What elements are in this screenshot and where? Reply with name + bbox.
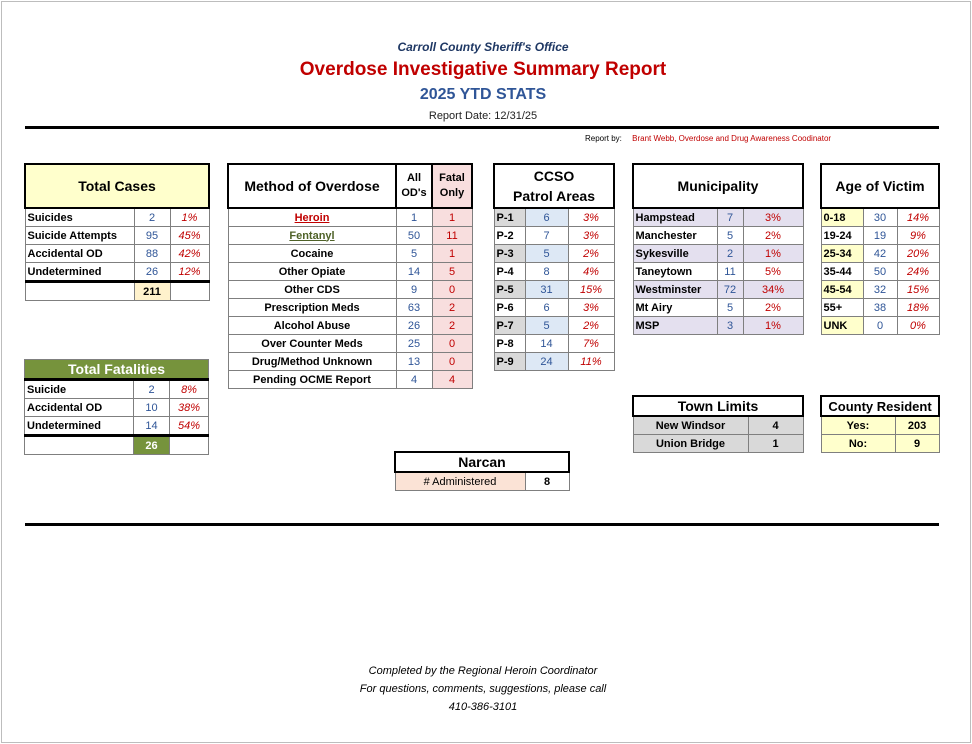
patrol-title-line1: CCSO xyxy=(533,168,575,184)
report-by xyxy=(585,134,831,143)
row-pct: 15% xyxy=(897,281,939,299)
row-label: New Windsor xyxy=(633,416,748,435)
row-pct: 8% xyxy=(170,380,209,399)
narcan-count: 8 xyxy=(525,472,569,491)
table-row xyxy=(633,208,803,227)
table-row xyxy=(25,417,209,436)
row-label: 35-44 xyxy=(821,263,863,281)
row-pct: 15% xyxy=(568,281,614,299)
municipality-table xyxy=(632,163,804,335)
row-label: Suicide Attempts xyxy=(25,227,134,245)
row-label: Yes: xyxy=(821,416,895,435)
row-all: 26 xyxy=(396,317,432,335)
row-pct: 20% xyxy=(897,245,939,263)
heroin-link[interactable]: Heroin xyxy=(294,211,330,224)
row-pct: 2% xyxy=(743,227,803,245)
table-row xyxy=(633,281,803,299)
table-row xyxy=(494,299,614,317)
row-label: Cocaine xyxy=(228,245,396,263)
row-label: Accidental OD xyxy=(25,399,134,417)
row-count: 7 xyxy=(525,227,568,245)
row-pct: 45% xyxy=(170,227,209,245)
row-all: 14 xyxy=(396,263,432,281)
row-pct: 3% xyxy=(568,208,614,227)
row-label: P-4 xyxy=(494,263,525,281)
row-count: 6 xyxy=(525,299,568,317)
table-row xyxy=(821,208,939,227)
total-fatalities-table xyxy=(24,359,209,455)
age-table xyxy=(820,163,940,335)
row-label: Alcohol Abuse xyxy=(228,317,396,335)
report-date: Report Date: 12/31/25 xyxy=(428,110,538,122)
row-count: 24 xyxy=(525,353,568,371)
table-row xyxy=(633,245,803,263)
table-row xyxy=(633,227,803,245)
row-count: 4 xyxy=(748,416,803,435)
table-row xyxy=(494,317,614,335)
row-fatal: 0 xyxy=(432,353,472,371)
row-count: 11 xyxy=(717,263,743,281)
row-pct: 14% xyxy=(897,208,939,227)
row-label: No: xyxy=(821,435,895,453)
table-row xyxy=(633,435,803,453)
row-count: 72 xyxy=(717,281,743,299)
table-row xyxy=(25,380,209,399)
total-row xyxy=(25,282,209,301)
total-cases-sum: 211 xyxy=(134,282,170,301)
row-count: 9 xyxy=(895,435,939,453)
table-row xyxy=(821,299,939,317)
table-row xyxy=(25,245,209,263)
row-all: 63 xyxy=(396,299,432,317)
row-label: P-3 xyxy=(494,245,525,263)
row-count: 2 xyxy=(717,245,743,263)
row-label: 25-34 xyxy=(821,245,863,263)
row-label: Undetermined xyxy=(25,263,134,282)
row-pct: 12% xyxy=(170,263,209,282)
footer-line2: For questions, comments, suggestions, please call xyxy=(359,683,607,695)
report-by-name: Brant Webb, Overdose and Drug Awareness Coodinator xyxy=(632,134,832,143)
table-row xyxy=(25,208,209,227)
table-row xyxy=(25,227,209,245)
row-pct: 11% xyxy=(568,353,614,371)
row-label: Suicide xyxy=(25,380,134,399)
row-count: 2 xyxy=(134,208,170,227)
row-label: Other CDS xyxy=(228,281,396,299)
total-fatalities-title: Total Fatalities xyxy=(25,360,209,380)
narcan-title: Narcan xyxy=(395,452,569,472)
footer-line1: Completed by the Regional Heroin Coordinator xyxy=(368,665,598,677)
row-label: Undetermined xyxy=(25,417,134,436)
table-row xyxy=(228,371,472,389)
row-count: 95 xyxy=(134,227,170,245)
row-pct: 1% xyxy=(743,245,803,263)
row-all: 25 xyxy=(396,335,432,353)
row-fatal: 1 xyxy=(432,208,472,227)
row-label: Mt Airy xyxy=(633,299,717,317)
table-row xyxy=(228,281,472,299)
table-row xyxy=(228,263,472,281)
table-row xyxy=(821,245,939,263)
row-count: 42 xyxy=(863,245,897,263)
row-pct: 2% xyxy=(743,299,803,317)
row-label: Accidental OD xyxy=(25,245,134,263)
row-all: 13 xyxy=(396,353,432,371)
row-pct: 1% xyxy=(743,317,803,335)
row-label: 45-54 xyxy=(821,281,863,299)
row-pct: 34% xyxy=(743,281,803,299)
row-count: 3 xyxy=(717,317,743,335)
row-fatal: 5 xyxy=(432,263,472,281)
row-label: Manchester xyxy=(633,227,717,245)
row-all: 4 xyxy=(396,371,432,389)
fentanyl-link[interactable]: Fentanyl xyxy=(289,229,335,242)
row-label: Westminster xyxy=(633,281,717,299)
row-label: Union Bridge xyxy=(633,435,748,453)
row-pct: 1% xyxy=(170,208,209,227)
row-label: 19-24 xyxy=(821,227,863,245)
row-pct: 38% xyxy=(170,399,209,417)
table-row xyxy=(633,416,803,435)
total-cases-table xyxy=(24,163,210,301)
table-row xyxy=(228,208,472,227)
row-count: 5 xyxy=(717,299,743,317)
table-row xyxy=(228,353,472,371)
row-fatal: 0 xyxy=(432,281,472,299)
table-row xyxy=(494,263,614,281)
row-pct: 5% xyxy=(743,263,803,281)
row-pct: 42% xyxy=(170,245,209,263)
town-limits-title: Town Limits xyxy=(633,396,803,416)
report-subtitle: 2025 YTD STATS xyxy=(419,86,547,103)
table-row xyxy=(228,299,472,317)
table-row xyxy=(633,299,803,317)
row-pct: 18% xyxy=(897,299,939,317)
row-count: 14 xyxy=(134,417,170,436)
col-fatal-only: Fatal Only xyxy=(432,164,472,208)
row-count: 5 xyxy=(717,227,743,245)
row-label: Pending OCME Report xyxy=(228,371,396,389)
row-count: 2 xyxy=(134,380,170,399)
row-label: P-2 xyxy=(494,227,525,245)
row-count: 50 xyxy=(863,263,897,281)
row-count: 14 xyxy=(525,335,568,353)
total-cases-title: Total Cases xyxy=(25,164,209,208)
blank-cell xyxy=(170,436,209,455)
row-pct: 7% xyxy=(568,335,614,353)
blank-cell xyxy=(25,282,134,301)
row-count: 31 xyxy=(525,281,568,299)
age-title: Age of Victim xyxy=(821,164,939,208)
patrol-title-line2: Patrol Areas xyxy=(513,188,595,204)
row-label: 55+ xyxy=(821,299,863,317)
row-label: Other Opiate xyxy=(228,263,396,281)
row-count: 0 xyxy=(863,317,897,335)
method-title: Method of Overdose xyxy=(228,164,396,208)
row-label: Drug/Method Unknown xyxy=(228,353,396,371)
row-count: 10 xyxy=(134,399,170,417)
row-label: P-9 xyxy=(494,353,525,371)
col-all-ods: All OD's xyxy=(396,164,432,208)
municipality-title: Municipality xyxy=(633,164,803,208)
report-title: Overdose Investigative Summary Report xyxy=(299,59,667,80)
row-label: Hampstead xyxy=(633,208,717,227)
table-row xyxy=(494,281,614,299)
table-row xyxy=(821,227,939,245)
row-label: Sykesville xyxy=(633,245,717,263)
table-row xyxy=(395,472,569,491)
table-row xyxy=(821,435,939,453)
row-label: Prescription Meds xyxy=(228,299,396,317)
row-pct: 4% xyxy=(568,263,614,281)
header-divider xyxy=(25,126,939,129)
table-row xyxy=(821,263,939,281)
row-all: 5 xyxy=(396,245,432,263)
table-row xyxy=(494,208,614,227)
table-row xyxy=(494,227,614,245)
row-label: P-5 xyxy=(494,281,525,299)
row-count: 5 xyxy=(525,317,568,335)
row-pct: 24% xyxy=(897,263,939,281)
row-pct: 3% xyxy=(568,227,614,245)
row-all: 9 xyxy=(396,281,432,299)
row-count: 1 xyxy=(748,435,803,453)
row-label: Taneytown xyxy=(633,263,717,281)
footer xyxy=(0,662,966,716)
row-count: 8 xyxy=(525,263,568,281)
row-label: MSP xyxy=(633,317,717,335)
table-row xyxy=(494,335,614,353)
county-resident-table xyxy=(820,395,940,453)
row-pct: 0% xyxy=(897,317,939,335)
row-count: 38 xyxy=(863,299,897,317)
row-pct: 3% xyxy=(743,208,803,227)
row-label: P-1 xyxy=(494,208,525,227)
row-count: 5 xyxy=(525,245,568,263)
row-count: 30 xyxy=(863,208,897,227)
row-pct: 2% xyxy=(568,317,614,335)
row-pct: 54% xyxy=(170,417,209,436)
row-count: 7 xyxy=(717,208,743,227)
patrol-title xyxy=(494,164,614,208)
row-fatal: 1 xyxy=(432,245,472,263)
row-count: 88 xyxy=(134,245,170,263)
row-all: 50 xyxy=(396,227,432,245)
table-row xyxy=(821,281,939,299)
row-fatal: 2 xyxy=(432,317,472,335)
table-row xyxy=(228,227,472,245)
row-pct: 3% xyxy=(568,299,614,317)
table-row xyxy=(228,317,472,335)
narcan-label: # Administered xyxy=(395,472,525,491)
row-label: P-8 xyxy=(494,335,525,353)
table-row xyxy=(25,399,209,417)
row-count: 19 xyxy=(863,227,897,245)
row-label: P-7 xyxy=(494,317,525,335)
total-fatalities-sum: 26 xyxy=(134,436,170,455)
table-row xyxy=(228,245,472,263)
patrol-table xyxy=(493,163,615,371)
table-row xyxy=(494,353,614,371)
footer-divider xyxy=(25,523,939,526)
town-limits-table xyxy=(632,395,804,453)
total-row xyxy=(25,436,209,455)
table-row xyxy=(228,335,472,353)
row-count: 6 xyxy=(525,208,568,227)
row-count: 26 xyxy=(134,263,170,282)
table-row xyxy=(494,245,614,263)
blank-cell xyxy=(25,436,134,455)
county-resident-title: County Resident xyxy=(821,396,939,416)
row-fatal: 0 xyxy=(432,335,472,353)
row-fatal: 4 xyxy=(432,371,472,389)
row-fatal: 11 xyxy=(432,227,472,245)
table-row xyxy=(821,317,939,335)
table-row xyxy=(633,317,803,335)
row-label: P-6 xyxy=(494,299,525,317)
report-by-label: Report by: xyxy=(585,134,622,143)
table-row xyxy=(633,263,803,281)
row-label: UNK xyxy=(821,317,863,335)
office-name: Carroll County Sheriff's Office xyxy=(397,40,569,54)
blank-cell xyxy=(170,282,209,301)
row-label: Over Counter Meds xyxy=(228,335,396,353)
row-all: 1 xyxy=(396,208,432,227)
method-table xyxy=(227,163,473,389)
row-fatal: 2 xyxy=(432,299,472,317)
row-count: 32 xyxy=(863,281,897,299)
table-row xyxy=(821,416,939,435)
row-label: 0-18 xyxy=(821,208,863,227)
row-pct: 2% xyxy=(568,245,614,263)
footer-phone: 410-386-3101 xyxy=(448,701,518,713)
row-count: 203 xyxy=(895,416,939,435)
row-pct: 9% xyxy=(897,227,939,245)
table-row xyxy=(25,263,209,282)
narcan-table xyxy=(394,451,570,491)
row-label: Suicides xyxy=(25,208,134,227)
